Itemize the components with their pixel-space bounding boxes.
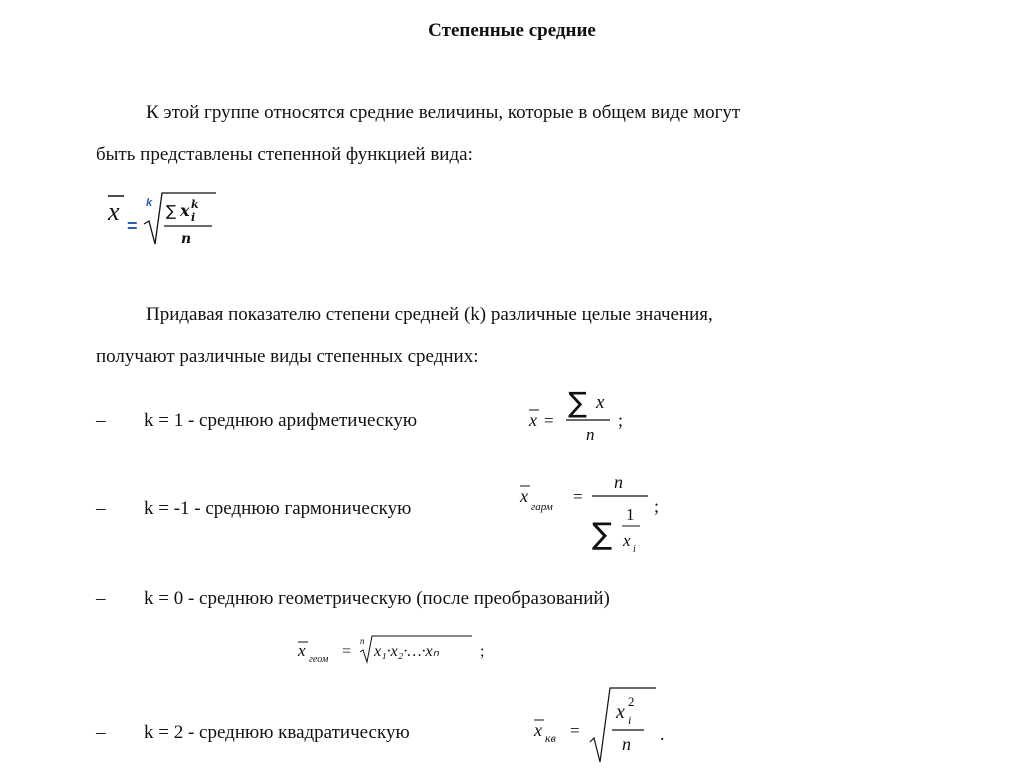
- formula-sub: гарм: [531, 501, 553, 513]
- arithmetic-mean-formula: [526, 384, 646, 453]
- root-index: n: [360, 636, 365, 646]
- formula-equals: =: [570, 721, 580, 740]
- sum-symbol: ∑: [568, 386, 587, 419]
- formula-den-sub: i: [633, 544, 636, 555]
- formula-den: n: [181, 231, 192, 247]
- intro-paragraph: [96, 92, 920, 176]
- formula-den-num: 1: [626, 505, 635, 524]
- formula-lhs: x: [298, 641, 306, 660]
- formula-end: .: [660, 724, 665, 744]
- page-title: Степенные средние: [428, 20, 596, 41]
- list-dash: –: [96, 498, 106, 519]
- power-mean-formula: [104, 188, 224, 263]
- formula-sup: k: [191, 198, 199, 211]
- formula-equals: =: [127, 216, 138, 236]
- intro-line-2: быть представлены степенной функцией вида:: [96, 144, 473, 165]
- formula-var: x: [616, 701, 625, 723]
- formula-num: n: [614, 472, 623, 492]
- formula-lhs: x: [534, 720, 542, 740]
- list-dash: –: [96, 410, 106, 431]
- list-item-text: k = -1 - среднюю гармоническую: [144, 498, 412, 519]
- formula-sub: i: [191, 211, 196, 224]
- formula-equals: =: [544, 411, 554, 430]
- formula-sub-i: i: [628, 713, 632, 727]
- formula-end: ;: [618, 410, 624, 430]
- formula-sub: кв: [545, 731, 556, 745]
- formula-sub: геом: [309, 654, 329, 665]
- formula-sup: 2: [628, 694, 635, 709]
- list-item-text: k = 2 - среднюю квадратическую: [144, 722, 410, 743]
- root-index: k: [146, 197, 153, 209]
- formula-den: n: [622, 734, 631, 754]
- power-mean-formula-graphic: [104, 188, 224, 258]
- sum-symbol: ∑: [166, 202, 177, 220]
- k-line-1: Придавая показателю степени средней (k) различные целые значения,: [146, 304, 713, 325]
- geometric-mean-formula: [294, 628, 504, 677]
- formula-num-var: x: [596, 392, 605, 413]
- formula-end: ;: [480, 643, 485, 660]
- formula-equals: =: [342, 643, 352, 660]
- quadratic-mean-formula: [530, 682, 680, 771]
- list-dash: –: [96, 722, 106, 743]
- intro-line-1: К этой группе относятся средние величины, которые в общем виде могут: [146, 102, 741, 123]
- k-line-2: получают различные виды степенных средних:: [96, 346, 479, 367]
- formula-den: n: [586, 425, 595, 444]
- formula-den-var: x: [623, 531, 631, 550]
- list-item-text: k = 1 - среднюю арифметическую: [144, 410, 418, 431]
- harmonic-mean-formula: [516, 466, 676, 571]
- list-dash: –: [96, 588, 106, 609]
- formula-equals: =: [573, 487, 583, 506]
- formula-lhs: x: [108, 197, 120, 226]
- formula-lhs: x: [529, 410, 537, 430]
- sum-symbol: ∑: [592, 517, 613, 552]
- formula-var: x: [180, 201, 190, 220]
- list-item-text: k = 0 - среднюю геометрическую (после преобразований): [144, 588, 610, 609]
- k-values-paragraph: [96, 294, 920, 378]
- formula-expr: x₁·x₂·…·xₙ: [374, 643, 440, 660]
- formula-lhs: x: [520, 486, 528, 506]
- formula-end: ;: [654, 496, 660, 516]
